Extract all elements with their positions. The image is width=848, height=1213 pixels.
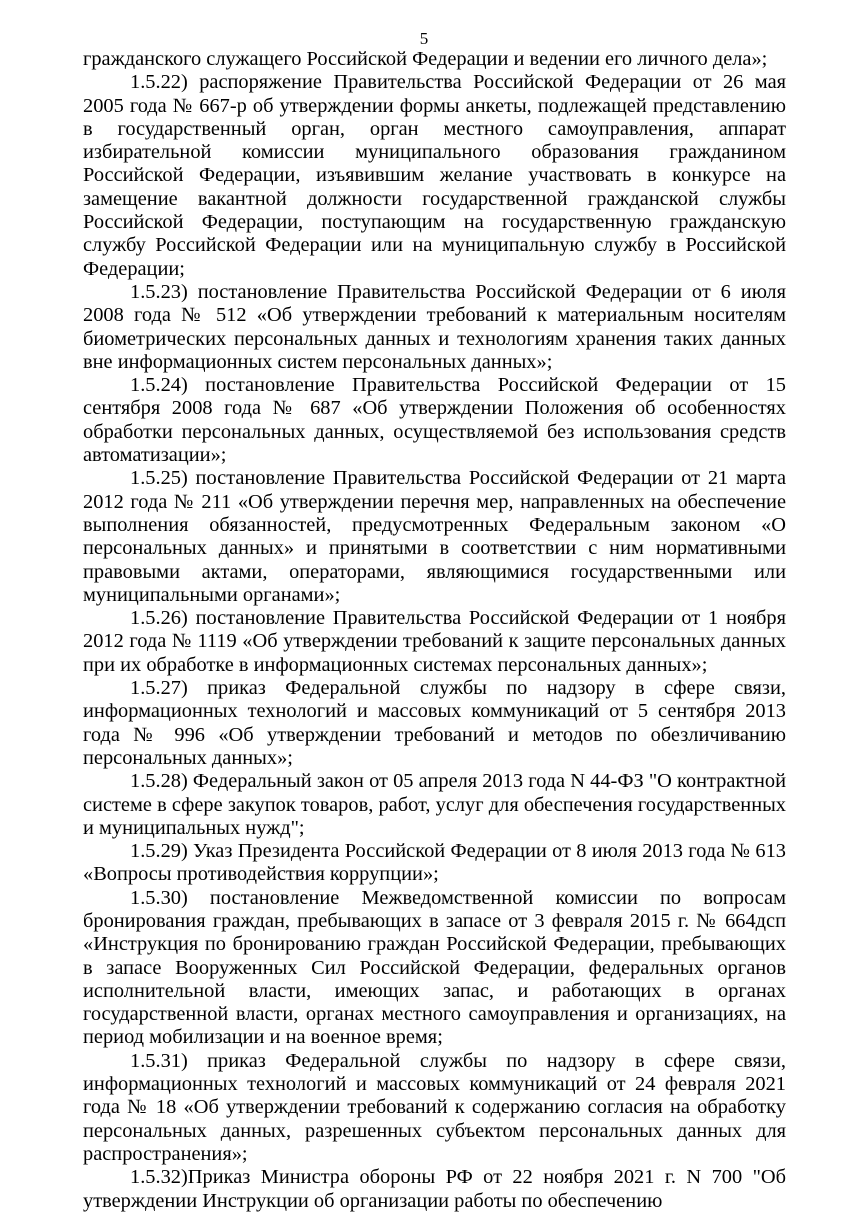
paragraph-1-5-25: 1.5.25) постановление Правительства Российской Федерации от 21 марта 2012 года № 211 «Об утверждении перечня мер, направленных на обеспечение выполнения обязанностей, предусмотренных Федеральным законом «О персональных данных» и принятыми в соответствии с ним нормативными правовыми актами, операторами, являющимися государственными или муниципальными органами»; [83,467,786,606]
page-number: 5 [419,29,429,48]
paragraph-1-5-23: 1.5.23) постановление Правительства Российской Федерации от 6 июля 2008 года № 512 «Об утверждении требований к материальным носителям биометрических персональных данных и технологиям хранения таких данных вне информационных систем персональных данных»; [83,280,786,373]
paragraph-1-5-30: 1.5.30) постановление Межведомственной комиссии по вопросам бронирования граждан, пребывающих в запасе от 3 февраля 2015 г. № 664дсп «Инструкция по бронированию граждан Российской Федерации, пребывающих в запасе Вооруженных Сил Российской Федерации, федеральных органов исполнительной власти, имеющих запас, и работающих в органах государственной власти, органах местного самоуправления и организациях, на период мобилизации и на военное время; [83,886,786,1049]
paragraph-1-5-22: 1.5.22) распоряжение Правительства Российской Федерации от 26 мая 2005 года № 667-р об утверждении формы анкеты, подлежащей представлению в государственный орган, орган местного самоуправления, аппарат избирательной комиссии муниципального образования гражданином Российской Федерации, изъявившим желание участвовать в конкурсе на замещение вакантной должности государственной гражданской службы Российской Федерации, поступающим на государственную гражданскую службу Российской Федерации или на муниципальную службу в Российской Федерации; [83,71,786,280]
paragraph-1-5-31: 1.5.31) приказ Федеральной службы по надзору в сфере связи, информационных технологий и массовых коммуникаций от 24 февраля 2021 года № 18 «Об утверждении требований к содержанию согласия на обработку персональных данных, разрешенных субъектом персональных данных для распространения»; [83,1049,786,1165]
paragraph-1-5-28: 1.5.28) Федеральный закон от 05 апреля 2013 года N 44-ФЗ "О контрактной системе в сфере закупок товаров, работ, услуг для обеспечения государственных и муниципальных нужд"; [83,770,786,839]
paragraph-1-5-32: 1.5.32)Приказ Министра обороны РФ от 22 ноября 2021 г. N 700 "Об утверждении Инструкции об организации работы по обеспечению [83,1166,786,1212]
paragraph-1-5-27: 1.5.27) приказ Федеральной службы по надзору в сфере связи, информационных технологий и массовых коммуникаций от 5 сентября 2013 года № 996 «Об утверждении требований и методов по обезличиванию персональных данных»; [83,677,786,769]
paragraph-1-5-24: 1.5.24) постановление Правительства Российской Федерации от 15 сентября 2008 года № 687 «Об утверждении Положения об особенностях обработки персональных данных, осуществляемой без использования средств автоматизации»; [83,374,786,467]
paragraph-continuation: гражданского служащего Российской Федерации и ведении его личного дела»; [83,48,768,70]
paragraph-1-5-29: 1.5.29) Указ Президента Российской Федерации от 8 июля 2013 года № 613 «Вопросы противодействия коррупции»; [83,840,786,886]
document-body [83,48,786,1213]
paragraph-1-5-26: 1.5.26) постановление Правительства Российской Федерации от 1 ноября 2012 года № 1119 «Об утверждении требований к защите персональных данных при их обработке в информационных системах персональных данных»; [83,607,786,676]
